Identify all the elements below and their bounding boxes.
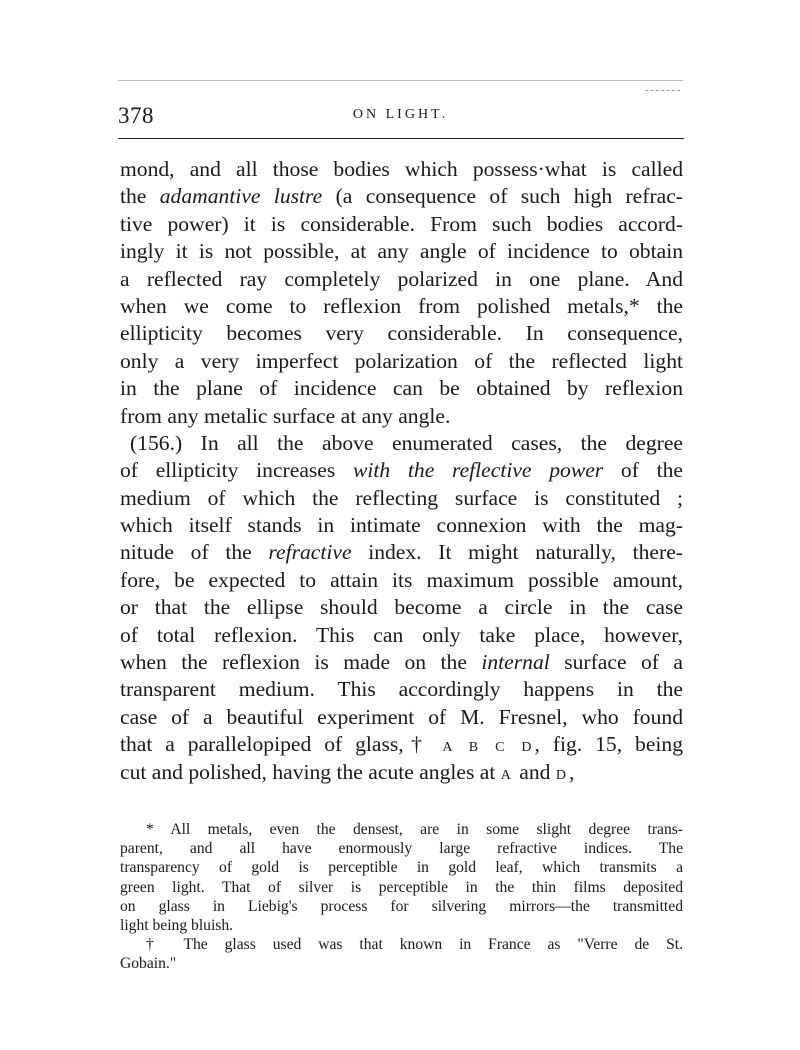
text-line: of total reflexion. This can only take place, however, — [120, 622, 683, 647]
text-line: only a very imperfect polarization of the reflected light — [120, 348, 683, 373]
text-line: tive power) it is considerable. From such bodies accord- — [120, 211, 683, 236]
text-line — [120, 539, 683, 566]
text-run: (a consequence of such high refrac- — [322, 184, 684, 209]
text-run: and — [513, 759, 556, 784]
text-line: when we come to reflexion from polished metals,* the — [120, 293, 683, 318]
text-line: from any metalic surface at any angle. — [120, 403, 451, 428]
text-line: ellipticity becomes very considerable. In consequence, — [120, 321, 683, 346]
text-line: a reflected ray completely polarized in one plane. And — [120, 266, 683, 291]
italic-run: adamantive lustre — [159, 184, 323, 209]
footnote-line: parent, and all have enormously large refractive indices. The — [120, 840, 683, 858]
text-line: medium of which the reflecting surface is constituted ; — [120, 485, 683, 510]
text-line: (156.) In all the above enumerated cases, the degree — [130, 430, 683, 455]
text-line — [120, 731, 683, 758]
footnote-line: on glass in Liebig's process for silvering mirrors—the transmitted — [120, 897, 683, 915]
top-edge-rule — [118, 80, 683, 81]
italic-run: internal — [481, 650, 550, 675]
text-line: transparent medium. This accordingly happens in the — [120, 677, 683, 702]
text-run: nitude of the — [120, 540, 269, 565]
small-caps-run: A — [500, 767, 514, 783]
text-run: index. It might naturally, there- — [351, 540, 683, 565]
footnote-line: light being bluish. — [120, 916, 234, 934]
running-head — [118, 103, 683, 133]
text-line: which itself stands in intimate connexion with the mag- — [120, 513, 683, 538]
text-line: case of a beautiful experiment of M. Fresnel, who found — [120, 704, 683, 729]
footnote-line: transparency of gold is perceptible in gold leaf, which transmits a — [120, 859, 683, 877]
text-run: cut and polished, having the acute angles at — [120, 759, 501, 784]
small-caps-run: D — [555, 767, 570, 783]
footnote-line: Gobain." — [120, 955, 177, 973]
text-line: mond, and all those bodies which possess·what is called — [120, 157, 683, 181]
text-run: of the — [603, 458, 684, 483]
text-run: surface of a — [549, 650, 683, 675]
text-line: or that the ellipse should become a circle in the case — [120, 595, 683, 620]
footnotes — [120, 820, 683, 974]
text-run: , — [569, 759, 575, 784]
body-text — [120, 156, 683, 786]
footnote-line: * All metals, even the densest, are in some slight degree trans- — [146, 821, 683, 838]
italic-run: with the reflective power — [353, 458, 604, 483]
text-run: the — [120, 184, 160, 209]
page-number: 378 — [118, 103, 154, 128]
footnote-line: green light. That of silver is perceptible in the thin films deposited — [120, 878, 683, 896]
text-line — [120, 183, 683, 210]
text-line — [120, 759, 683, 786]
text-line — [120, 649, 683, 676]
small-caps-run: A B C D — [442, 740, 535, 756]
text-run: that a parallelopiped of glass,† — [120, 732, 443, 757]
top-edge-dash — [645, 90, 680, 91]
header-rule — [118, 138, 684, 139]
text-line — [120, 457, 683, 484]
text-run: when the reflexion is made on the — [120, 650, 482, 675]
text-run: , fig. 15, being — [534, 732, 684, 757]
text-run: of ellipticity increases — [120, 458, 353, 483]
text-line: fore, be expected to attain its maximum possible amount, — [120, 567, 683, 592]
running-title: ON LIGHT. — [352, 107, 449, 122]
italic-run: refractive — [268, 540, 352, 565]
text-line: ingly it is not possible, at any angle of incidence to obtain — [120, 239, 683, 264]
text-line: in the plane of incidence can be obtained by reflexion — [120, 376, 683, 401]
footnote-line: † The glass used was that known in France as "Verre de St. — [146, 936, 683, 954]
